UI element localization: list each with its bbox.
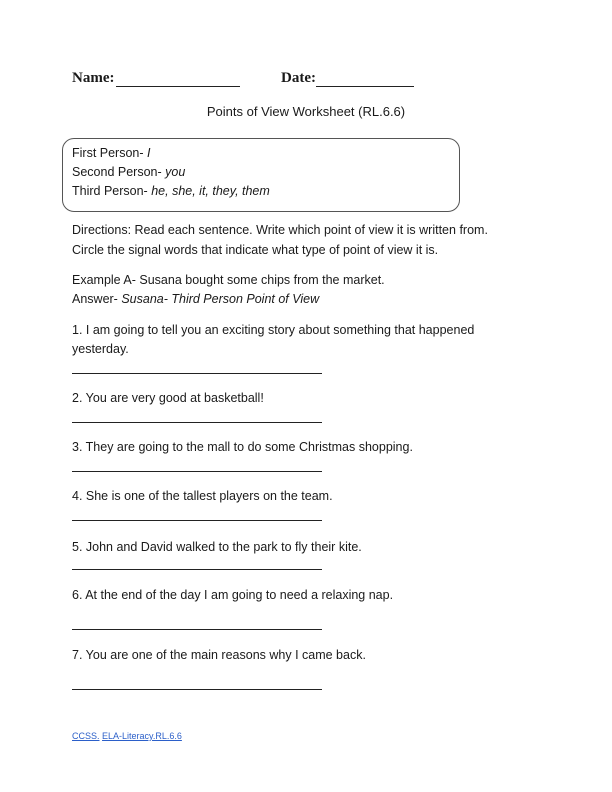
- answer-line-6[interactable]: [72, 629, 322, 630]
- second-person-example: you: [165, 165, 186, 179]
- question-6: 6. At the end of the day I am going to need a relaxing nap.: [72, 588, 394, 602]
- example-answer-label: Answer-: [72, 292, 118, 306]
- answer-line-7[interactable]: [72, 689, 322, 690]
- worksheet-title: Points of View Worksheet (RL.6.6): [206, 104, 406, 119]
- question-1-line-1: 1. I am going to tell you an exciting story about something that happened: [72, 323, 475, 337]
- first-person-row: [72, 146, 151, 160]
- third-person-example: he, she, it, they, them: [151, 184, 270, 198]
- answer-line-4[interactable]: [72, 520, 322, 521]
- question-3: 3. They are going to the mall to do some Christmas shopping.: [72, 440, 413, 454]
- example-answer-text: Susana- Third Person Point of View: [121, 292, 320, 306]
- question-7: 7. You are one of the main reasons why I came back.: [72, 648, 366, 662]
- example-answer: [72, 289, 532, 309]
- ccss-link[interactable]: CCSS.: [72, 731, 100, 741]
- directions-line-1: Directions: Read each sentence. Write which point of view it is written from.: [72, 223, 488, 237]
- third-person-label: Third Person-: [72, 184, 148, 198]
- example-sentence: Example A- Susana bought some chips from the market.: [72, 273, 385, 287]
- name-label: Name:: [72, 70, 115, 86]
- date-blank-line[interactable]: [316, 86, 414, 87]
- answer-line-2[interactable]: [72, 422, 322, 423]
- third-person-row: [72, 184, 270, 198]
- question-5: 5. John and David walked to the park to fly their kite.: [72, 540, 362, 554]
- first-person-label: First Person-: [72, 146, 144, 160]
- ela-literacy-link[interactable]: ELA-Literacy.RL.6.6: [102, 731, 182, 741]
- second-person-row: [72, 165, 185, 179]
- answer-line-3[interactable]: [72, 471, 322, 472]
- question-1-line-2: yesterday.: [72, 342, 129, 356]
- date-label: Date:: [281, 70, 316, 86]
- name-blank-line[interactable]: [116, 86, 240, 87]
- question-4: 4. She is one of the tallest players on the team.: [72, 489, 333, 503]
- directions-line-2: Circle the signal words that indicate what type of point of view it is.: [72, 243, 439, 257]
- answer-line-1[interactable]: [72, 373, 322, 374]
- answer-line-5[interactable]: [72, 569, 322, 570]
- first-person-example: I: [147, 146, 151, 160]
- second-person-label: Second Person-: [72, 165, 162, 179]
- footer-standard: [72, 731, 182, 741]
- question-2: 2. You are very good at basketball!: [72, 391, 264, 405]
